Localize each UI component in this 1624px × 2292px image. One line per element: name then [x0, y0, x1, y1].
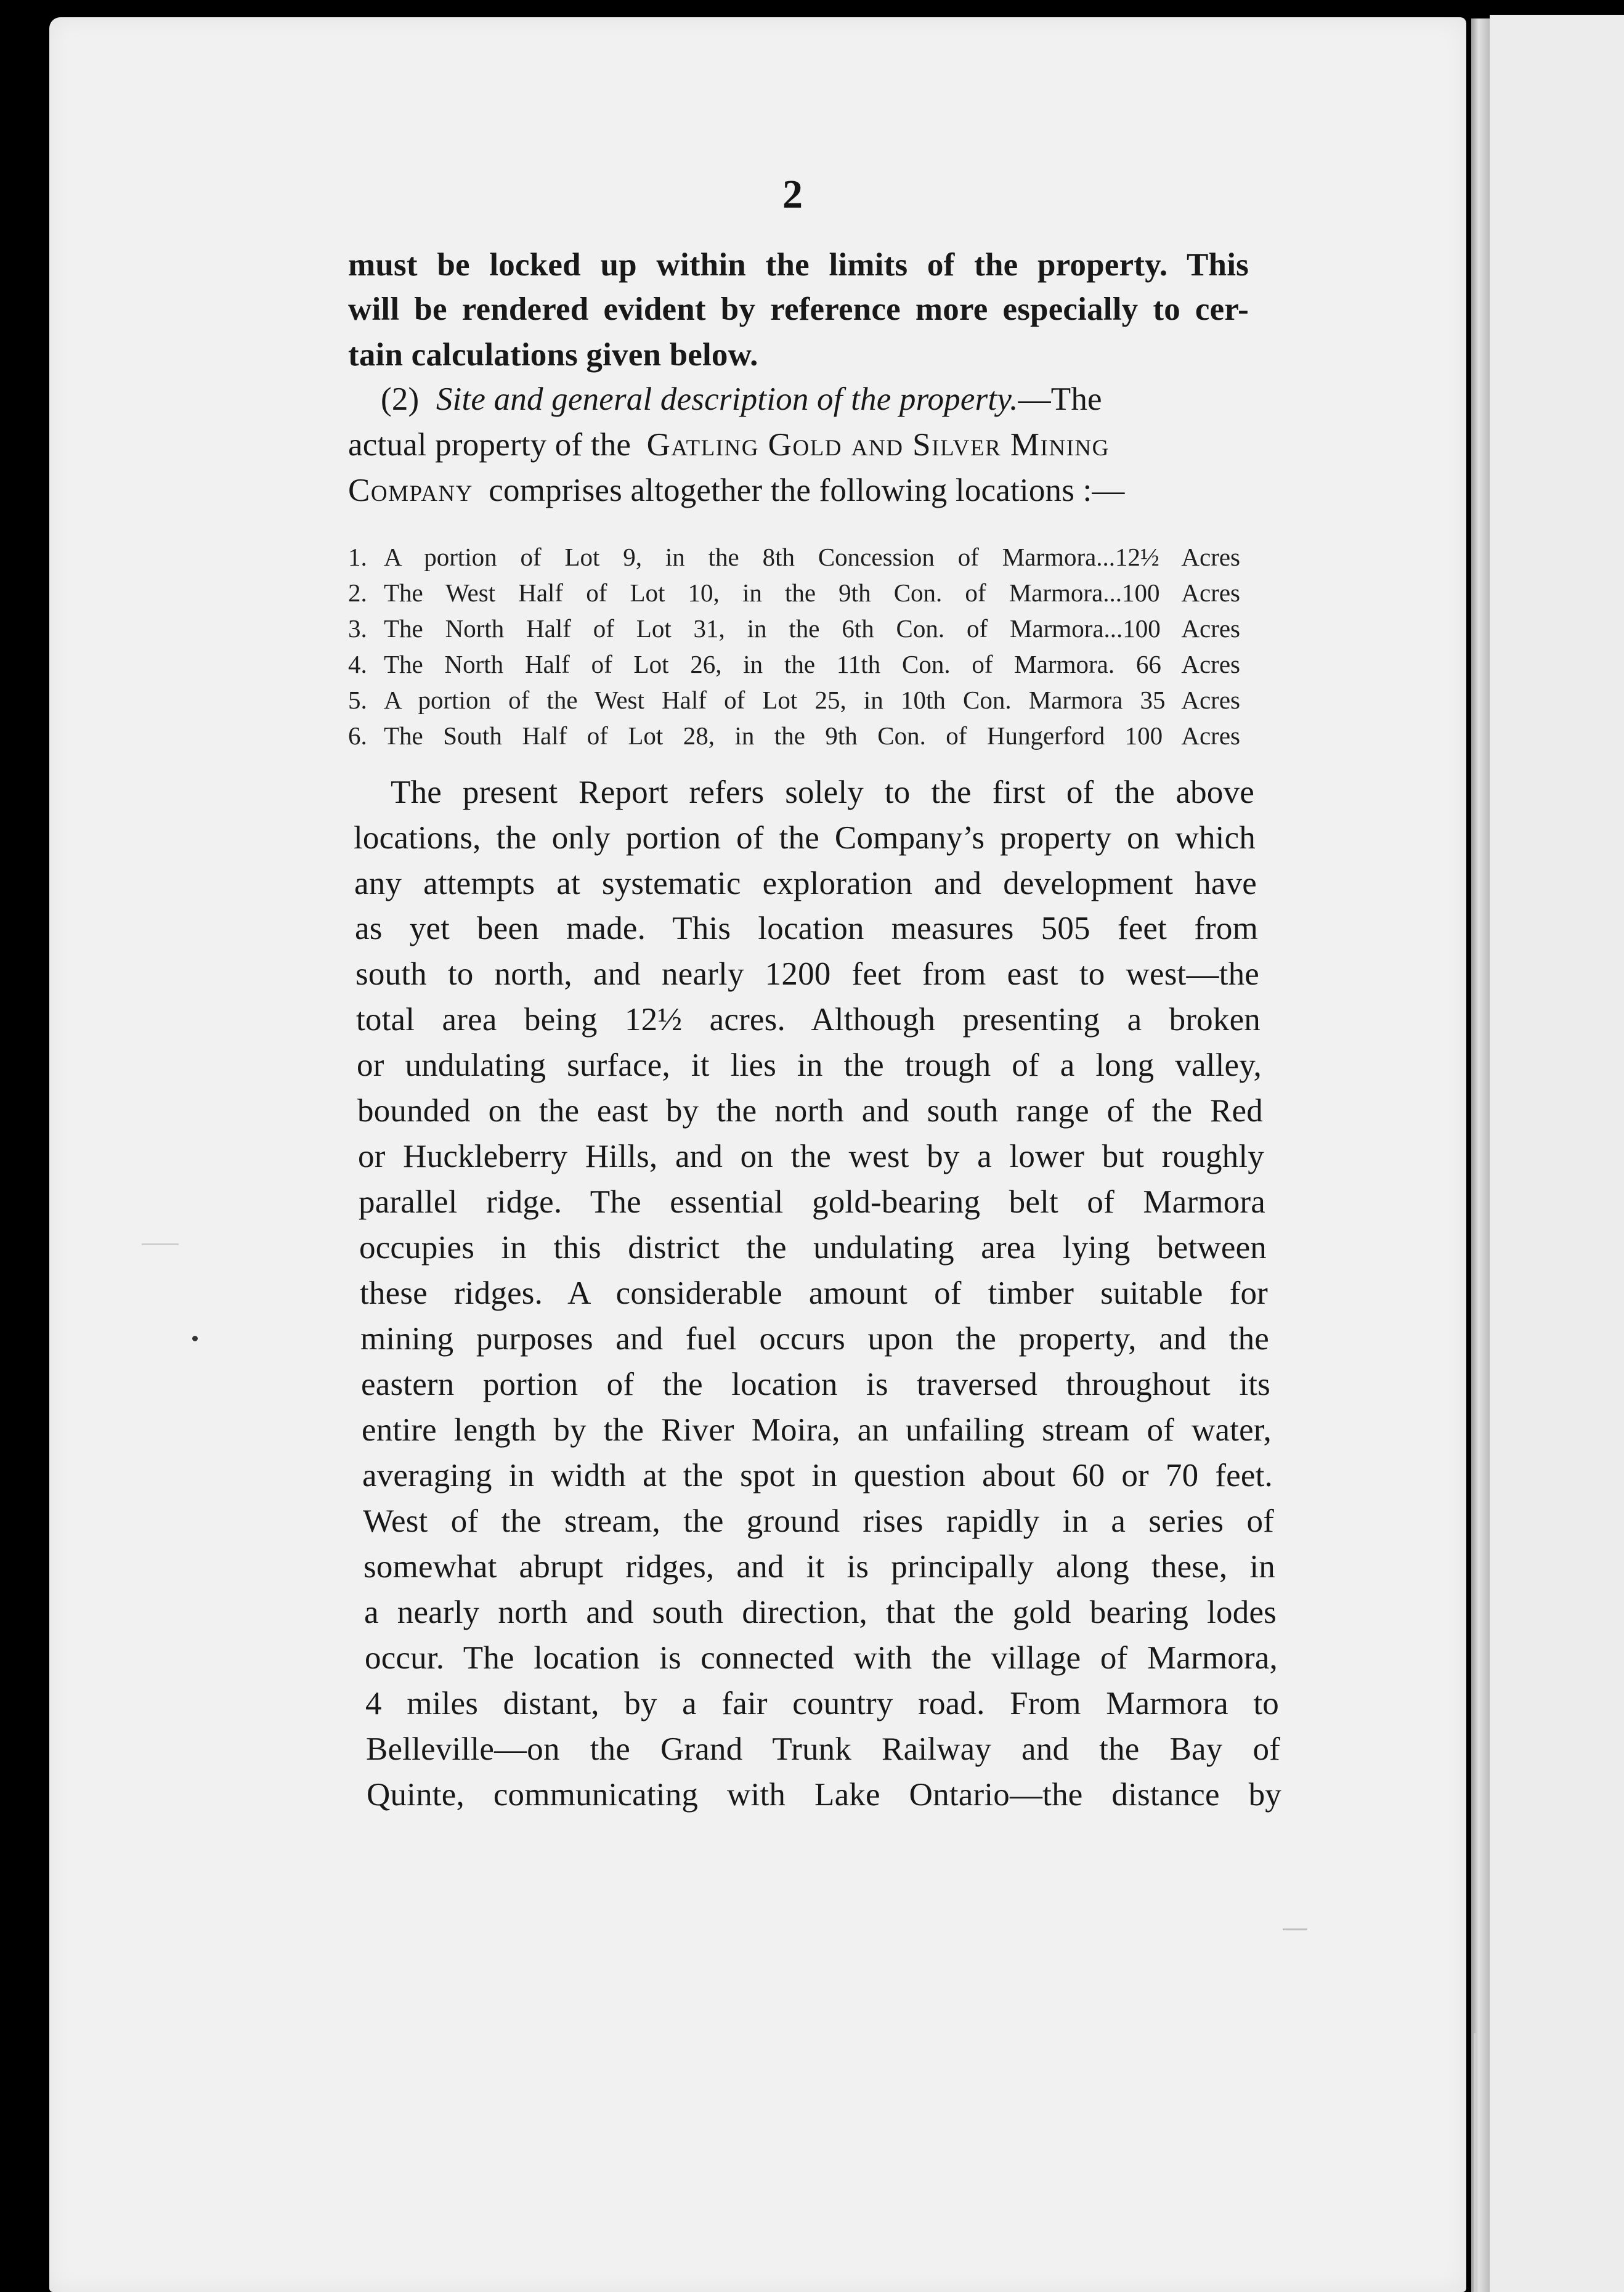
section-heading-tail: —The — [1018, 381, 1102, 417]
body-line: as yet been made. This location measures 505 feet from — [355, 911, 1258, 946]
body-line: or Huckleberry Hills, and on the west by a lower but roughly — [358, 1139, 1264, 1174]
location-number: 1. — [348, 543, 367, 571]
section-line-text: actual property of the — [348, 427, 631, 463]
body-line: The present Report refers solely to the first of the above — [391, 774, 1254, 810]
body-line: any attempts at systematic exploration and development have — [354, 866, 1257, 901]
location-text: A portion of Lot 9, in the 8th Concession of Marmora...12½ Acres — [384, 543, 1240, 571]
section-heading: Site and general description of the property. — [436, 381, 1018, 417]
location-number: 4. — [348, 650, 367, 678]
location-text: A portion of the West Half of Lot 25, in 10th Con. Marmora 35 Acres — [384, 686, 1240, 714]
location-number: 6. — [348, 721, 367, 750]
company-name: Company — [348, 473, 473, 508]
location-text: The North Half of Lot 26, in the 11th Con. of Marmora. 66 Acres — [384, 650, 1240, 678]
body-line: or undulating surface, it lies in the trough of a long valley, — [357, 1047, 1262, 1083]
next-page-edge — [1490, 15, 1624, 2292]
body-line: south to north, and nearly 1200 feet from east to west—the — [355, 956, 1259, 992]
intro-line: tain calculations given below. — [348, 337, 758, 373]
location-number: 3. — [348, 614, 367, 643]
ink-mark — [142, 1243, 179, 1245]
body-line: somewhat abrupt ridges, and it is principally along these, in — [363, 1549, 1275, 1585]
body-line: a nearly north and south direction, that the gold bearing lodes — [364, 1595, 1277, 1630]
body-line: occur. The location is connected with the village of Marmora, — [365, 1640, 1278, 1676]
page-edge-shadow — [1471, 18, 1490, 2292]
body-line: total area being 12½ acres. Although presenting a broken — [356, 1002, 1261, 1038]
body-line: averaging in width at the spot in question about 60 or 70 feet. — [362, 1458, 1273, 1493]
body-line: Quinte, communicating with Lake Ontario—the distance by — [367, 1777, 1281, 1813]
location-number: 2. — [348, 579, 367, 607]
location-text: The North Half of Lot 31, in the 6th Con. of Marmora...100 Acres — [384, 614, 1240, 643]
ink-mark — [1283, 1928, 1307, 1930]
page-number: 2 — [782, 172, 803, 217]
body-line: Belleville—on the Grand Trunk Railway and the Bay of — [366, 1731, 1280, 1767]
intro-line: will be rendered evident by reference more especially to cer- — [348, 291, 1249, 327]
section-line — [348, 472, 1249, 509]
section-number: (2) — [381, 381, 420, 417]
body-line: eastern portion of the location is traversed throughout its — [361, 1367, 1270, 1402]
body-line: West of the stream, the ground rises rapidly in a series of — [363, 1503, 1274, 1539]
location-text: The South Half of Lot 28, in the 9th Con. of Hungerford 100 Acres — [384, 721, 1240, 750]
body-line: locations, the only portion of the Company’s property on which — [354, 820, 1256, 856]
section-line-text: comprises altogether the following locations :— — [489, 473, 1125, 508]
section-line — [348, 426, 1249, 463]
body-line: these ridges. A considerable amount of timber suitable for — [360, 1275, 1268, 1311]
intro-line: must be locked up within the limits of the property. This — [348, 247, 1249, 283]
body-line: parallel ridge. The essential gold-bearing belt of Marmora — [359, 1184, 1265, 1220]
page-fold-line — [1474, 2033, 1476, 2292]
location-number: 5. — [348, 686, 367, 714]
body-line: occupies in this district the undulating area lying between — [359, 1230, 1267, 1266]
company-name: Gatling Gold and Silver Mining — [646, 427, 1110, 463]
section-heading-line — [381, 381, 1249, 418]
body-line: mining purposes and fuel occurs upon the property, and the — [360, 1321, 1269, 1357]
location-text: The West Half of Lot 10, in the 9th Con. of Marmora...100 Acres — [384, 579, 1240, 607]
body-line: entire length by the River Moira, an unfailing stream of water, — [362, 1412, 1272, 1448]
body-line: 4 miles distant, by a fair country road. From Marmora to — [365, 1686, 1279, 1721]
ink-dot — [192, 1336, 198, 1341]
body-line: bounded on the east by the north and south range of the Red — [357, 1093, 1263, 1129]
